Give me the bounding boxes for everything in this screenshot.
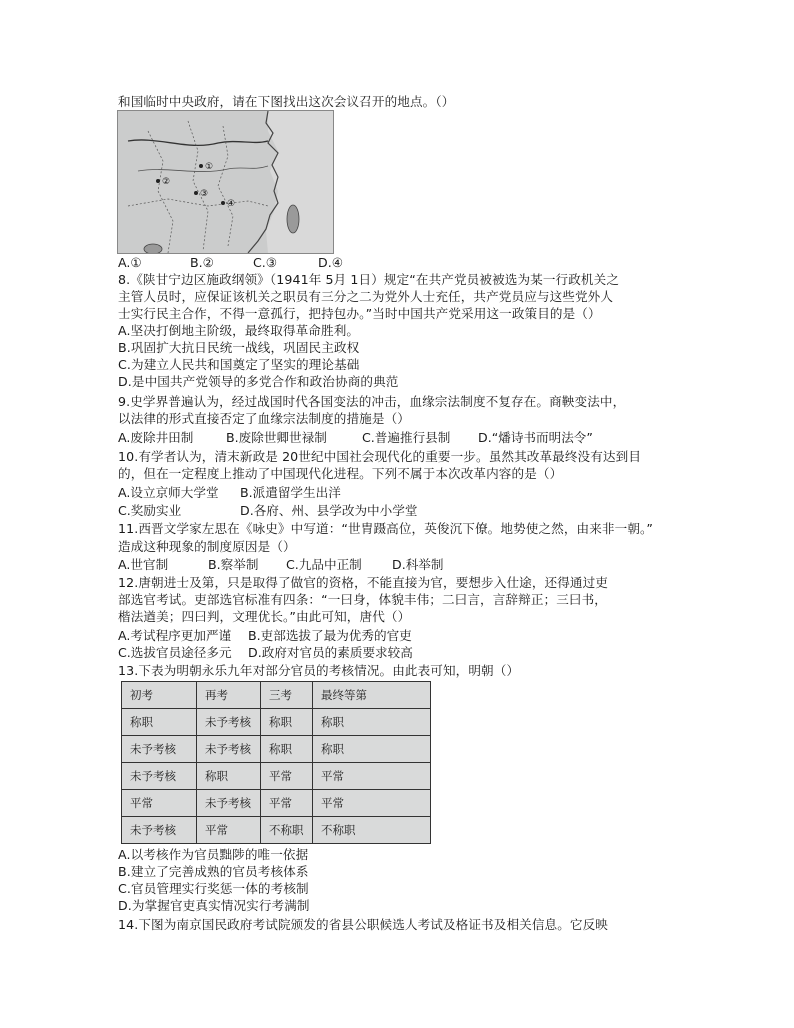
q9-stem-line-2: 以法律的形式直接否定了血缘宗法制度的措施是（） <box>118 411 410 426</box>
table-cell: 平常 <box>122 790 197 817</box>
map-marker-dot <box>221 201 225 205</box>
q8-option-d[interactable]: D.是中国共产党领导的多党合作和政治协商的典范 <box>118 374 399 389</box>
table-cell: 称职 <box>197 763 261 790</box>
table-cell: 未予考核 <box>122 817 197 844</box>
q12-stem-line-2: 部选官考试。吏部选官标准有四条：“一曰身，体貌丰伟；二曰言，言辞辩正；三曰书， <box>118 592 607 607</box>
q9-option-c[interactable]: C.普遍推行县制 <box>362 430 451 445</box>
table-cell: 平常 <box>313 763 431 790</box>
q12-option-c[interactable]: C.选拔官员途径多元 <box>118 645 232 660</box>
map-marker-2: ② <box>162 177 171 187</box>
table-cell: 平常 <box>261 790 313 817</box>
table-cell: 未予考核 <box>122 736 197 763</box>
table-header-cell: 初考 <box>122 682 197 709</box>
evaluation-table <box>121 681 431 844</box>
table-row <box>122 817 431 844</box>
table-header-row <box>122 682 431 709</box>
map-marker-dot <box>194 191 198 195</box>
map-marker-4: ④ <box>227 199 236 209</box>
map-marker-dot <box>156 179 160 183</box>
intro-line: 和国临时中央政府，请在下图找出这次会议召开的地点。（） <box>118 94 455 109</box>
q8-stem-line-1: 8.《陕甘宁边区施政纲领》（1941年 5月 1日）规定“在共产党员被被选为某一行政机关之 <box>118 272 620 287</box>
q12-option-d[interactable]: D.政府对官员的素质要求较高 <box>248 645 413 660</box>
table-cell: 不称职 <box>313 817 431 844</box>
q13-option-c[interactable]: C.官员管理实行奖惩一体的考核制 <box>118 881 309 896</box>
table-cell: 称职 <box>313 736 431 763</box>
q12-stem-line-1: 12.唐朝进士及第，只是取得了做官的资格，不能直接为官，要想步入仕途，还得通过吏 <box>118 575 608 590</box>
q10-stem-line-1: 10.有学者认为，清末新政是 20世纪中国社会现代化的重要一步。虽然其改革最终没有达到目 <box>118 449 642 464</box>
q11-option-a[interactable]: A.世官制 <box>118 557 169 572</box>
q10-option-d[interactable]: D.各府、州、县学改为中小学堂 <box>240 503 418 518</box>
table-cell: 未予考核 <box>197 736 261 763</box>
china-map-figure <box>117 110 334 254</box>
q13-option-d[interactable]: D.为掌握官吏真实情况实行考满制 <box>118 898 310 913</box>
q10-option-c[interactable]: C.奖励实业 <box>118 503 182 518</box>
table-header-cell: 最终等第 <box>313 682 431 709</box>
q9-option-b[interactable]: B.废除世卿世禄制 <box>226 430 327 445</box>
q9-option-a[interactable]: A.废除井田制 <box>118 430 194 445</box>
q8-stem-line-3: 士实行民主合作，不得一意孤行，把持包办。”当时中国共产党采用这一政策目的是（） <box>118 306 601 321</box>
table-cell: 平常 <box>313 790 431 817</box>
hainan-island <box>144 244 162 253</box>
q10-option-a[interactable]: A.设立京师大学堂 <box>118 485 219 500</box>
q11-option-b[interactable]: B.察举制 <box>208 557 259 572</box>
q10-stem-line-2: 的，但在一定程度上推动了中国现代化进程。下列不属于本次改革内容的是（） <box>118 466 563 481</box>
table-cell: 称职 <box>122 709 197 736</box>
q8-option-a[interactable]: A.坚决打倒地主阶级，最终取得革命胜利。 <box>118 323 360 338</box>
map-option-c[interactable]: C.③ <box>253 255 278 270</box>
map-option-b[interactable]: B.② <box>190 255 214 270</box>
table-cell: 未予考核 <box>122 763 197 790</box>
table-cell: 未予考核 <box>197 790 261 817</box>
map-marker-3: ③ <box>200 189 209 199</box>
q13-option-a[interactable]: A.以考核作为官员黜陟的唯一依据 <box>118 847 309 862</box>
q8-option-b[interactable]: B.巩固扩大抗日民统一战线，巩固民主政权 <box>118 340 360 355</box>
table-cell: 平常 <box>261 763 313 790</box>
q12-stem-line-3: 楷法遒美；四曰判，文理优长。”由此可知，唐代（） <box>118 609 411 624</box>
table-header-cell: 再考 <box>197 682 261 709</box>
q11-option-c[interactable]: C.九品中正制 <box>286 557 362 572</box>
taiwan-island <box>287 205 299 233</box>
q11-stem-line-2: 造成这种现象的制度原因是（） <box>118 539 296 554</box>
table-header-cell: 三考 <box>261 682 313 709</box>
table-row <box>122 709 431 736</box>
table-cell: 不称职 <box>261 817 313 844</box>
table-cell: 平常 <box>197 817 261 844</box>
q11-stem-line-1: 11.西晋文学家左思在《咏史》中写道：“世胄蹑高位，英俊沉下僚。地势使之然，由来非一朝。” <box>118 521 654 536</box>
q13-option-b[interactable]: B.建立了完善成熟的官员考核体系 <box>118 864 309 879</box>
map-option-d[interactable]: D.④ <box>318 255 343 270</box>
q14-stem-line-1: 14.下图为南京国民政府考试院颁发的省县公职候选人考试及格证书及相关信息。它反映 <box>118 917 608 932</box>
map-svg <box>118 111 333 253</box>
q9-stem-line-1: 9.史学界普遍认为，经过战国时代各国变法的冲击，血缘宗法制度不复存在。商鞅变法中， <box>118 394 626 409</box>
table-cell: 称职 <box>313 709 431 736</box>
table-cell: 称职 <box>261 709 313 736</box>
table-cell: 称职 <box>261 736 313 763</box>
q12-option-a[interactable]: A.考试程序更加严谨 <box>118 628 232 643</box>
map-option-a[interactable]: A.① <box>118 255 142 270</box>
table-row <box>122 736 431 763</box>
table-cell: 未予考核 <box>197 709 261 736</box>
table-row <box>122 763 431 790</box>
q12-option-b[interactable]: B.吏部选拔了最为优秀的官吏 <box>248 628 412 643</box>
q8-stem-line-2: 主管人员时，应保证该机关之职员有三分之二为党外人士充任，共产党员应与这些党外人 <box>118 289 614 304</box>
q13-stem-line-1: 13.下表为明朝永乐九年对部分官员的考核情况。由此表可知，明朝（） <box>118 663 520 678</box>
map-marker-1: ① <box>205 162 214 172</box>
q9-option-d[interactable]: D.“燔诗书而明法令” <box>478 430 593 445</box>
q10-option-b[interactable]: B.派遣留学生出洋 <box>240 485 341 500</box>
q8-option-c[interactable]: C.为建立人民共和国奠定了坚实的理论基础 <box>118 357 360 372</box>
q11-option-d[interactable]: D.科举制 <box>392 557 444 572</box>
table-row <box>122 790 431 817</box>
map-marker-dot <box>199 164 203 168</box>
